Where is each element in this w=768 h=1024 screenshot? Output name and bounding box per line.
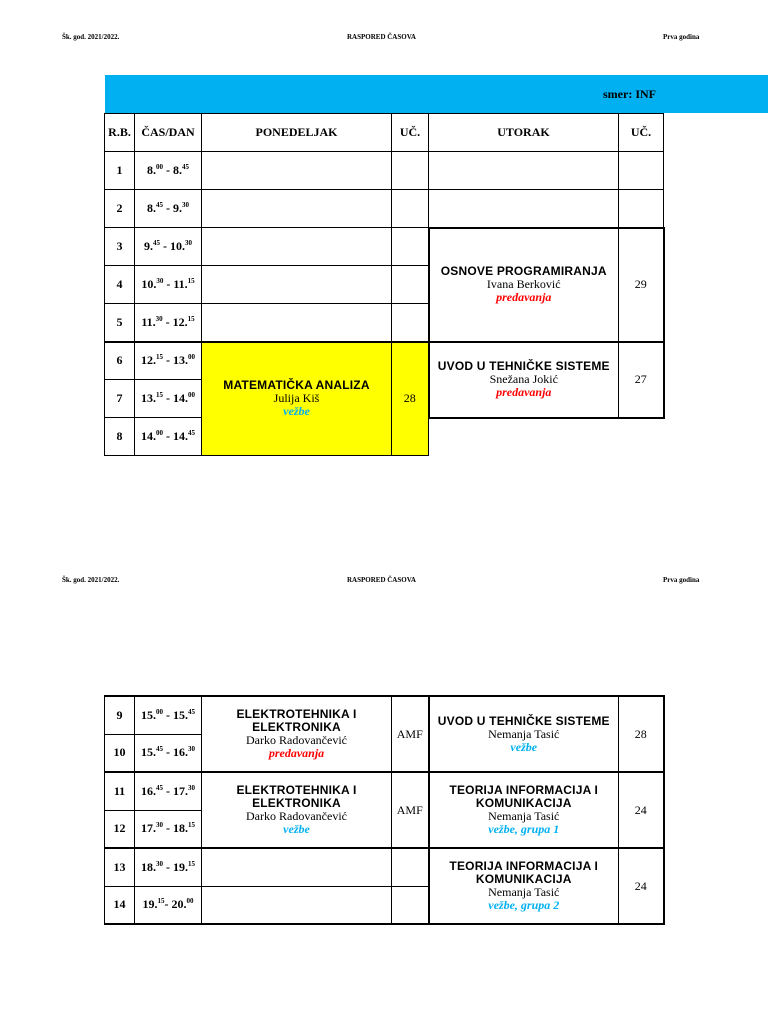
tuesday-room-cell: 24 (619, 772, 664, 848)
time-slot: 15.00 - 15.45 (135, 696, 202, 734)
subject-name: MATEMATIČKA ANALIZA (223, 378, 370, 393)
time-slot: 10.30 - 11.15 (135, 266, 202, 304)
document-title: RASPORED ČASOVA (347, 576, 416, 584)
teacher-name: Julija Kiš (273, 391, 320, 406)
empty-cell (429, 418, 619, 456)
row-number: 1 (105, 152, 135, 190)
class-type: predavanja (496, 290, 552, 304)
time-slot: 12.15 - 13.00 (135, 342, 202, 380)
monday-room-cell (392, 152, 429, 190)
monday-cell (202, 190, 392, 228)
monday-room-cell (392, 228, 429, 266)
row-number: 12 (105, 810, 135, 848)
table-row (105, 228, 664, 266)
monday-cell (202, 304, 392, 342)
subject-name: UVOD U TEHNIČKE SISTEME (437, 359, 610, 373)
col-cas-dan: ČAS/DAN (135, 114, 202, 152)
teacher-name: Darko Radovančević (246, 809, 347, 823)
document-title: RASPORED ČASOVA (347, 33, 416, 41)
row-number: 7 (105, 380, 135, 418)
class-type: vežbe (283, 822, 310, 836)
subject-name: TEORIJA INFORMACIJA I KOMUNIKACIJA (449, 783, 599, 810)
class-type: predavanja (268, 746, 325, 760)
monday-room-cell: 28 (392, 342, 429, 456)
tuesday-cell (429, 152, 619, 190)
monday-class-cell (202, 696, 392, 772)
class-type: vežbe (510, 739, 538, 754)
teacher-name: Ivana Berković (486, 277, 561, 291)
tuesday-room-cell: 29 (619, 228, 664, 342)
table-row (105, 190, 664, 228)
class-type: predavanja (496, 385, 552, 399)
table-row (105, 696, 664, 734)
teacher-name: Nemanja Tasić (488, 726, 560, 741)
class-type: vežbe, grupa 2 (488, 898, 560, 912)
class-type: vežbe (283, 404, 310, 419)
monday-room-cell (392, 304, 429, 342)
monday-class-cell (202, 342, 392, 456)
teacher-name: Nemanja Tasić (488, 809, 560, 823)
monday-room-cell (392, 190, 429, 228)
tuesday-room-cell: 27 (619, 342, 664, 418)
col-utorak: UTORAK (429, 114, 619, 152)
time-slot: 15.45 - 16.30 (135, 734, 202, 772)
smer-label: smer: INF (603, 87, 656, 101)
monday-cell (202, 848, 392, 886)
monday-room-cell (392, 266, 429, 304)
monday-class-cell (202, 772, 392, 848)
row-number: 8 (105, 418, 135, 456)
time-slot: 8.45 - 9.30 (135, 190, 202, 228)
row-number: 5 (105, 304, 135, 342)
table-row (105, 772, 664, 810)
row-number: 13 (105, 848, 135, 886)
monday-room-cell: AMF (392, 696, 429, 772)
time-slot: 18.30 - 19.15 (135, 848, 202, 886)
school-year-header: Šk. god. 2021/2022. (62, 576, 120, 584)
subject-name: OSNOVE PROGRAMIRANJA (440, 264, 607, 278)
row-number: 10 (105, 734, 135, 772)
smer-band (105, 75, 768, 113)
time-slot: 14.00 - 14.45 (135, 418, 202, 456)
teacher-name: Darko Radovančević (246, 733, 347, 747)
tuesday-room-cell (619, 190, 664, 228)
table-row (105, 848, 664, 886)
row-number: 2 (105, 190, 135, 228)
tuesday-class-cell (429, 848, 619, 924)
school-year-header: Šk. god. 2021/2022. (62, 33, 120, 41)
time-slot: 17.30 - 18.15 (135, 810, 202, 848)
time-slot: 9.45 - 10.30 (135, 228, 202, 266)
row-number: 6 (105, 342, 135, 380)
time-slot: 13.15 - 14.00 (135, 380, 202, 418)
schedule-table-2 (104, 695, 665, 925)
year-label: Prva godina (663, 33, 700, 41)
monday-cell (202, 228, 392, 266)
row-number: 9 (105, 696, 135, 734)
time-slot: 19.15- 20.00 (135, 886, 202, 924)
subject-name: UVOD U TEHNIČKE SISTEME (437, 713, 610, 728)
time-slot: 8.00 - 8.45 (135, 152, 202, 190)
col-uc-tue: UČ. (619, 114, 664, 152)
col-rb: R.B. (105, 114, 135, 152)
row-number: 11 (105, 772, 135, 810)
tuesday-class-cell (429, 696, 619, 772)
row-number: 3 (105, 228, 135, 266)
empty-cell (619, 418, 664, 456)
col-uc-mon: UČ. (392, 114, 429, 152)
subject-name: ELEKTROTEHNIKA I ELEKTRONIKA (236, 783, 357, 810)
col-ponedeljak: PONEDELJAK (202, 114, 392, 152)
table-row (105, 342, 664, 380)
row-number: 14 (105, 886, 135, 924)
tuesday-room-cell (619, 152, 664, 190)
monday-room-cell (392, 848, 429, 886)
time-slot: 16.45 - 17.30 (135, 772, 202, 810)
teacher-name: Snežana Jokić (489, 372, 558, 386)
teacher-name: Nemanja Tasić (488, 885, 560, 899)
monday-cell (202, 152, 392, 190)
subject-name: TEORIJA INFORMACIJA I KOMUNIKACIJA (449, 859, 599, 886)
table-header-row (105, 114, 664, 152)
tuesday-room-cell: 28 (619, 696, 664, 772)
row-number: 4 (105, 266, 135, 304)
year-label: Prva godina (663, 576, 700, 584)
tuesday-class-cell (429, 228, 619, 342)
time-slot: 11.30 - 12.15 (135, 304, 202, 342)
monday-cell (202, 886, 392, 924)
tuesday-cell (429, 190, 619, 228)
monday-cell (202, 266, 392, 304)
tuesday-room-cell: 24 (619, 848, 664, 924)
class-type: vežbe, grupa 1 (488, 822, 560, 836)
table-row (105, 152, 664, 190)
schedule-table-1 (104, 113, 665, 456)
monday-room-cell: AMF (392, 772, 429, 848)
tuesday-class-cell (429, 772, 619, 848)
subject-name: ELEKTROTEHNIKA I ELEKTRONIKA (236, 707, 357, 734)
tuesday-class-cell (429, 342, 619, 418)
monday-room-cell (392, 886, 429, 924)
